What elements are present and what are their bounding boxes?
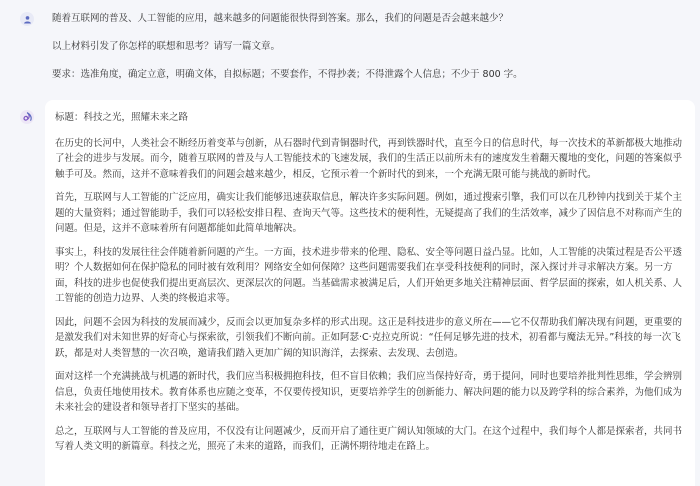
ai-response-card: [45, 100, 695, 486]
response-title: 标题：科技之光，照耀未来之路: [55, 112, 189, 123]
response-paragraph: 因此，问题不会因为科技的发展而减少，反而会以更加复杂多样的形式出现。这正是科技进步的意义所在——它不仅帮助我们解决现有问题，更重要的是激发我们对未知世界的好奇心与探索欲，引领我们不断向前。正如阿瑟·C·克拉克所说：“任何足够先进的技术，初看都与魔法无异。”科技的每一次飞跃，都是对人类智慧的一次召唤，邀请我们踏入更加广阔的知识海洋，去探索、去发现、去创造。: [55, 316, 683, 359]
response-paragraph: 在历史的长河中，人类社会不断经历着变革与创新，从石器时代到青铜器时代，再到铁器时代，直至今日的信息时代，每一次技术的革新都极大地推动了社会的进步与发展。而今，随着互联网的普及与人工智能技术的飞速发展，我们的生活正以前所未有的速度发生着翻天覆地的变化，问题的答案似乎触手可及。然而，这并不意味着我们的问题会越来越少，相反，它预示着一个新时代的到来，一个充满无限可能与挑战的新时代。: [55, 137, 683, 180]
response-paragraph: 事实上，科技的发展往往会伴随着新问题的产生。一方面，技术进步带来的伦理、隐私、安全等问题日益凸显。比如，人工智能的决策过程是否公平透明？个人数据如何在保护隐私的同时被有效利用？网络安全如何保障？这些问题需要我们在享受科技便利的同时，深入探讨并寻求解决方案。另一方面，科技的进步也促使我们提出更高层次、更深层次的问题。当基础需求被满足后，人们开始更多地关注精神层面、哲学层面的探索，如人机关系、人工智能的创造力边界、人类的终极追求等。: [55, 246, 683, 304]
response-paragraph: 总之，互联网与人工智能的普及应用，不仅没有让问题减少，反而开启了通往更广阔认知领域的大门。在这个过程中，我们每个人都是探索者，共同书写着人类文明的新篇章。科技之光，照亮了未来的道路，而我们，正满怀期待地走在路上。: [55, 425, 683, 452]
user-message-line: 随着互联网的普及、人工智能的应用，越来越多的问题能很快得到答案。那么，我们的问题是否会越来越少？: [52, 13, 509, 24]
ai-assistant-icon: [20, 110, 34, 124]
user-message-line: 以上材料引发了你怎样的联想和思考？请写一篇文章。: [52, 41, 281, 52]
response-paragraph: 首先，互联网与人工智能的广泛应用，确实让我们能够迅速获取信息，解决许多实际问题。例如，通过搜索引擎，我们可以在几秒钟内找到关于某个主题的大量资料；通过智能助手，我们可以轻松安排日程、查询天气等。这些技术的便利性，无疑提高了我们的生活效率，减少了因信息不对称而产生的问题。但是，这并不意味着所有问题都能如此简单地解决。: [55, 192, 683, 234]
user-message: [52, 12, 682, 96]
response-paragraph: 面对这样一个充满挑战与机遇的新时代，我们应当积极拥抱科技，但不盲目依赖；我们应当保持好奇，勇于提问，同时也要培养批判性思维，学会辨别信息，负责任地使用技术。教育体系也应随之变革，不仅要传授知识，更要培养学生的创新能力、解决问题的能力以及跨学科的综合素养，为他们成为未来社会的建设者和领导者打下坚实的基础。: [55, 371, 683, 413]
user-message-line: 要求：选准角度，确定立意，明确文体，自拟标题；不要套作，不得抄袭；不得泄露个人信息；不少于 800 字。: [52, 69, 523, 80]
user-avatar-icon: [20, 12, 34, 26]
